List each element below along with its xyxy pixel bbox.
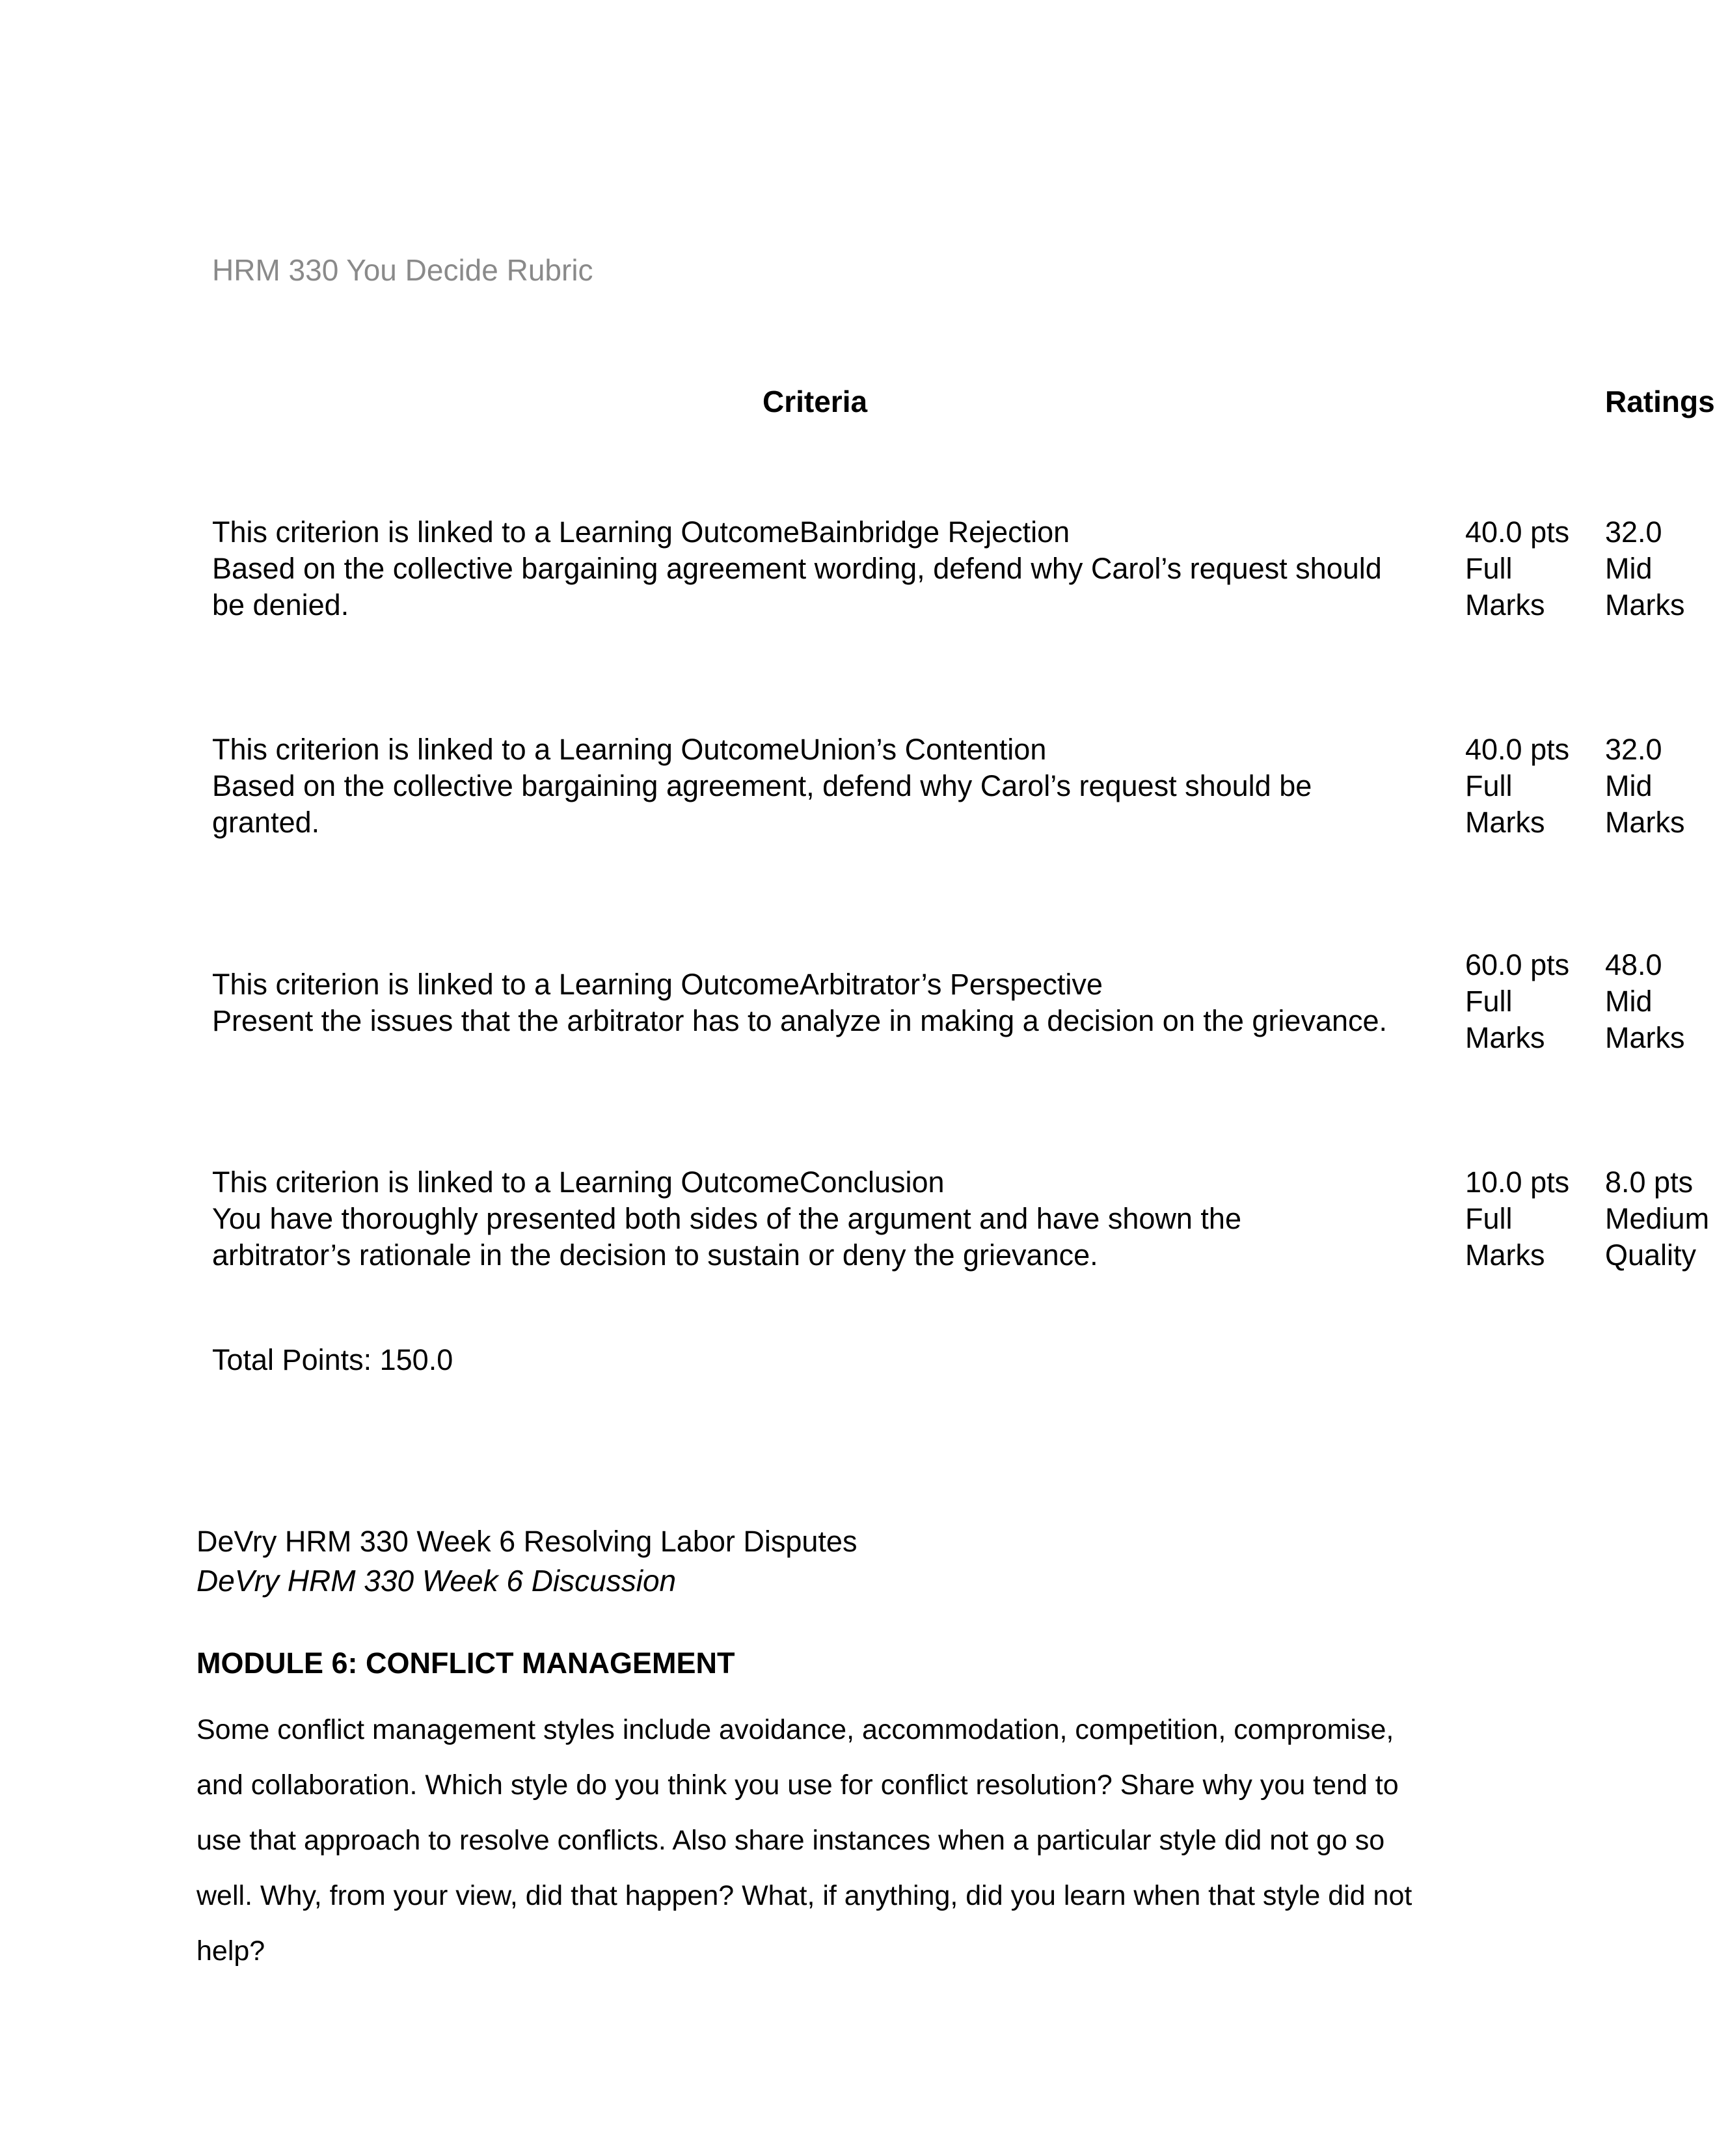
rating-mid-marks [1605,947,1685,1056]
prompt-line: use that approach to resolve conflicts. Also share instances when a particular style did not go so [196,1825,1385,1856]
rating-points: 48.0 [1605,948,1662,981]
rating-full-marks [1465,514,1569,623]
prompt-line: well. Why, from your view, did that happen? What, if anything, did you learn when that style did not [196,1880,1412,1911]
criterion-description [212,731,1435,841]
criterion-line: Present the issues that the arbitrator has to analyze in making a decision on the grievance. [212,1004,1388,1037]
week-title: DeVry HRM 330 Week 6 Resolving Labor Disputes [196,1525,858,1558]
criterion-line: granted. [212,806,320,839]
criterion-line: Based on the collective bargaining agreement wording, defend why Carol’s request should [212,552,1382,585]
rating-points: 40.0 pts [1465,515,1570,549]
week-subtitle: DeVry HRM 330 Week 6 Discussion [196,1564,677,1598]
criterion-description [212,966,1435,1039]
criteria-column-header: Criteria [763,385,868,418]
rating-full-marks [1465,1164,1569,1274]
total-points: Total Points: 150.0 [212,1343,453,1376]
rating-full-marks [1465,947,1569,1056]
rating-points: 8.0 pts [1605,1166,1694,1199]
criterion-line: This criterion is linked to a Learning OutcomeArbitrator’s Perspective [212,968,1103,1001]
rating-label: Medium [1605,1202,1710,1235]
rating-points: 10.0 pts [1465,1166,1570,1199]
criterion-line: This criterion is linked to a Learning OutcomeBainbridge Rejection [212,515,1070,549]
rating-label: Mid [1605,985,1653,1018]
prompt-line: Some conflict management styles include avoidance, accommodation, competition, compromise, [196,1714,1394,1745]
prompt-line: and collaboration. Which style do you think you use for conflict resolution? Share why you tend to [196,1769,1399,1801]
rating-label: Full [1465,1202,1513,1235]
rating-label: Marks [1465,806,1545,839]
criterion-line: arbitrator’s rationale in the decision to sustain or deny the grievance. [212,1238,1098,1272]
rating-full-marks [1465,731,1569,841]
rating-label: Marks [1465,1021,1545,1054]
rating-label: Marks [1465,1238,1545,1272]
rating-label: Marks [1605,588,1685,621]
criterion-description [212,514,1435,623]
rating-points: 32.0 [1605,515,1662,549]
criterion-line: be denied. [212,588,349,621]
ratings-column-header: Ratings [1605,385,1715,418]
rating-label: Full [1465,769,1513,802]
document-header: HRM 330 You Decide Rubric [212,253,593,287]
rating-label: Full [1465,552,1513,585]
criterion-line: You have thoroughly presented both sides of the argument and have shown the [212,1202,1241,1235]
rating-label: Mid [1605,552,1653,585]
rating-label: Full [1465,985,1513,1018]
rating-label: Mid [1605,769,1653,802]
criterion-line: This criterion is linked to a Learning OutcomeConclusion [212,1166,945,1199]
criterion-description [212,1164,1435,1274]
prompt-line: help? [196,1935,265,1967]
rating-medium-quality [1605,1164,1709,1274]
rating-label: Marks [1465,588,1545,621]
rating-mid-marks [1605,514,1685,623]
criterion-line: Based on the collective bargaining agreement, defend why Carol’s request should be [212,769,1312,802]
rating-label: Quality [1605,1238,1697,1272]
rating-label: Marks [1605,1021,1685,1054]
criterion-line: This criterion is linked to a Learning OutcomeUnion’s Contention [212,733,1047,766]
rating-mid-marks [1605,731,1685,841]
rating-points: 40.0 pts [1465,733,1570,766]
discussion-prompt [196,1702,1498,1979]
rating-label: Marks [1605,806,1685,839]
rating-points: 60.0 pts [1465,948,1570,981]
rating-points: 32.0 [1605,733,1662,766]
module-title: MODULE 6: CONFLICT MANAGEMENT [196,1646,735,1680]
